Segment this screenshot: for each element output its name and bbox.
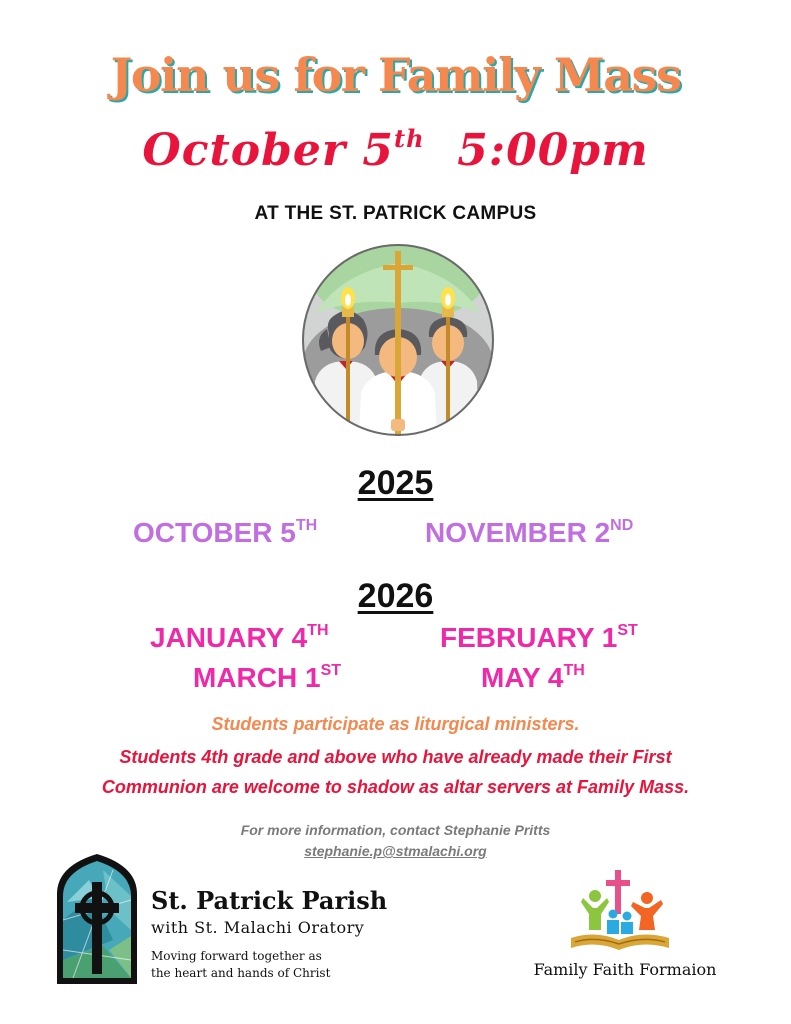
- event-title: Join us for Family Mass: [110, 48, 681, 102]
- date-march-1: [193, 662, 341, 694]
- shadow-message-line-1: Students 4th grade and above who have already made their First: [119, 747, 672, 767]
- parish-name: St. Patrick Parish: [151, 886, 388, 915]
- altar-servers-icon: [301, 243, 495, 437]
- parish-tagline: [151, 948, 330, 982]
- date-november-2: [425, 517, 633, 549]
- date-label: MARCH 1: [193, 662, 321, 693]
- date-label: JANUARY 4: [150, 622, 308, 653]
- event-date-time: [0, 124, 791, 176]
- parish-tagline-line-1: Moving forward together as: [151, 949, 322, 963]
- parish-tagline-line-2: the heart and hands of Christ: [151, 966, 331, 980]
- parish-subtitle: with St. Malachi Oratory: [151, 918, 365, 937]
- contact-text: For more information, contact Stephanie Pritts: [240, 822, 551, 838]
- date-january-4: [150, 622, 329, 654]
- shadow-message-line-2: Communion are welcome to shadow as altar servers at Family Mass.: [101, 777, 690, 797]
- year-2025-heading: 2025: [357, 464, 434, 502]
- event-time: 5:00pm: [457, 125, 649, 176]
- date-label: FEBRUARY 1: [440, 622, 618, 653]
- date-label: NOVEMBER 2: [425, 517, 611, 548]
- shadow-message: [0, 742, 791, 802]
- date-suffix: TH: [307, 622, 329, 639]
- event-date: October 5: [142, 125, 395, 176]
- ministry-name: Family Faith Formaion: [533, 960, 717, 979]
- date-suffix: ST: [617, 622, 638, 639]
- date-october-5: [133, 517, 317, 549]
- event-date-suffix: th: [394, 124, 425, 153]
- date-label: OCTOBER 5: [133, 517, 296, 548]
- contact-email-link[interactable]: stephanie.p@stmalachi.org: [304, 843, 487, 859]
- year-2026-heading: 2026: [357, 577, 434, 615]
- event-location: AT THE ST. PATRICK CAMPUS: [254, 203, 537, 224]
- participation-message: Students participate as liturgical ministers.: [211, 714, 580, 734]
- date-february-1: [440, 622, 638, 654]
- date-label: MAY 4: [481, 662, 564, 693]
- date-suffix: TH: [295, 517, 318, 534]
- date-suffix: ST: [320, 662, 342, 679]
- celtic-cross-stained-glass-icon: [53, 850, 141, 988]
- date-suffix: ND: [610, 517, 634, 534]
- family-cross-book-icon: [565, 868, 675, 956]
- date-suffix: TH: [563, 662, 585, 679]
- date-may-4: [481, 662, 585, 694]
